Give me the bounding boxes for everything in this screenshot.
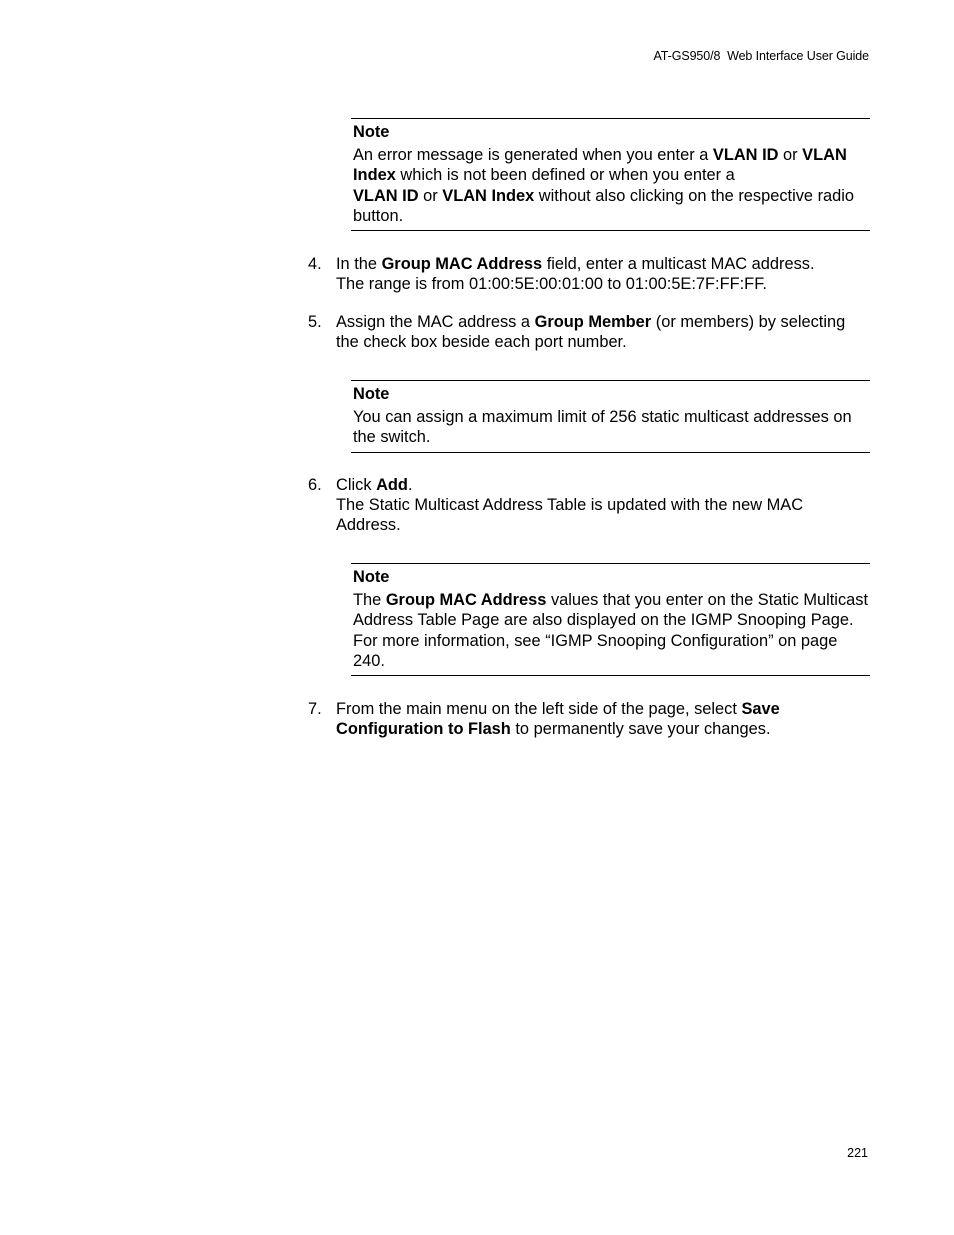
step-text: Click Add. The Static Multicast Address Table is updated with the new MAC Address. bbox=[336, 476, 804, 535]
step-number: 5. bbox=[308, 313, 322, 331]
note-text: The Group MAC Address values that you enter on the Static Multicast Address Table Page are also displayed on the IGMP Snooping Page. For more information, see “IGMP Snooping Configuration” on page 240. bbox=[353, 591, 869, 670]
page-header: AT-GS950/8 Web Interface User Guide bbox=[653, 49, 869, 63]
step-number: 6. bbox=[308, 476, 322, 494]
note-title: Note bbox=[353, 123, 390, 141]
step-text: In the Group MAC Address field, enter a multicast MAC address. The range is from 01:00:5E:00:01:00 to 01:00:5E:7F:FF:FF. bbox=[336, 255, 815, 294]
note-text: You can assign a maximum limit of 256 static multicast addresses on the switch. bbox=[353, 408, 852, 447]
step-7 bbox=[308, 699, 870, 739]
step-text: From the main menu on the left side of the page, select Save Configuration to Flash to permanently save your changes. bbox=[336, 700, 780, 739]
note-title: Note bbox=[353, 568, 390, 586]
step-number: 7. bbox=[308, 700, 322, 718]
note-box-multicast-limit bbox=[351, 380, 870, 453]
page-number: 221 bbox=[847, 1146, 868, 1160]
step-text: Assign the MAC address a Group Member (or members) by selecting the check box beside each port number. bbox=[336, 313, 846, 352]
step-number: 4. bbox=[308, 255, 322, 273]
note-box-igmp bbox=[351, 563, 870, 676]
step-5 bbox=[308, 312, 870, 352]
step-4 bbox=[308, 254, 870, 294]
note-title: Note bbox=[353, 385, 390, 403]
note-box-vlan-error bbox=[351, 118, 870, 231]
note-text: An error message is generated when you enter a VLAN ID or VLAN Index which is not been defined or when you enter a VLAN ID or VLAN Index without also clicking on the respective radio button. bbox=[353, 146, 855, 225]
step-6 bbox=[308, 475, 870, 536]
